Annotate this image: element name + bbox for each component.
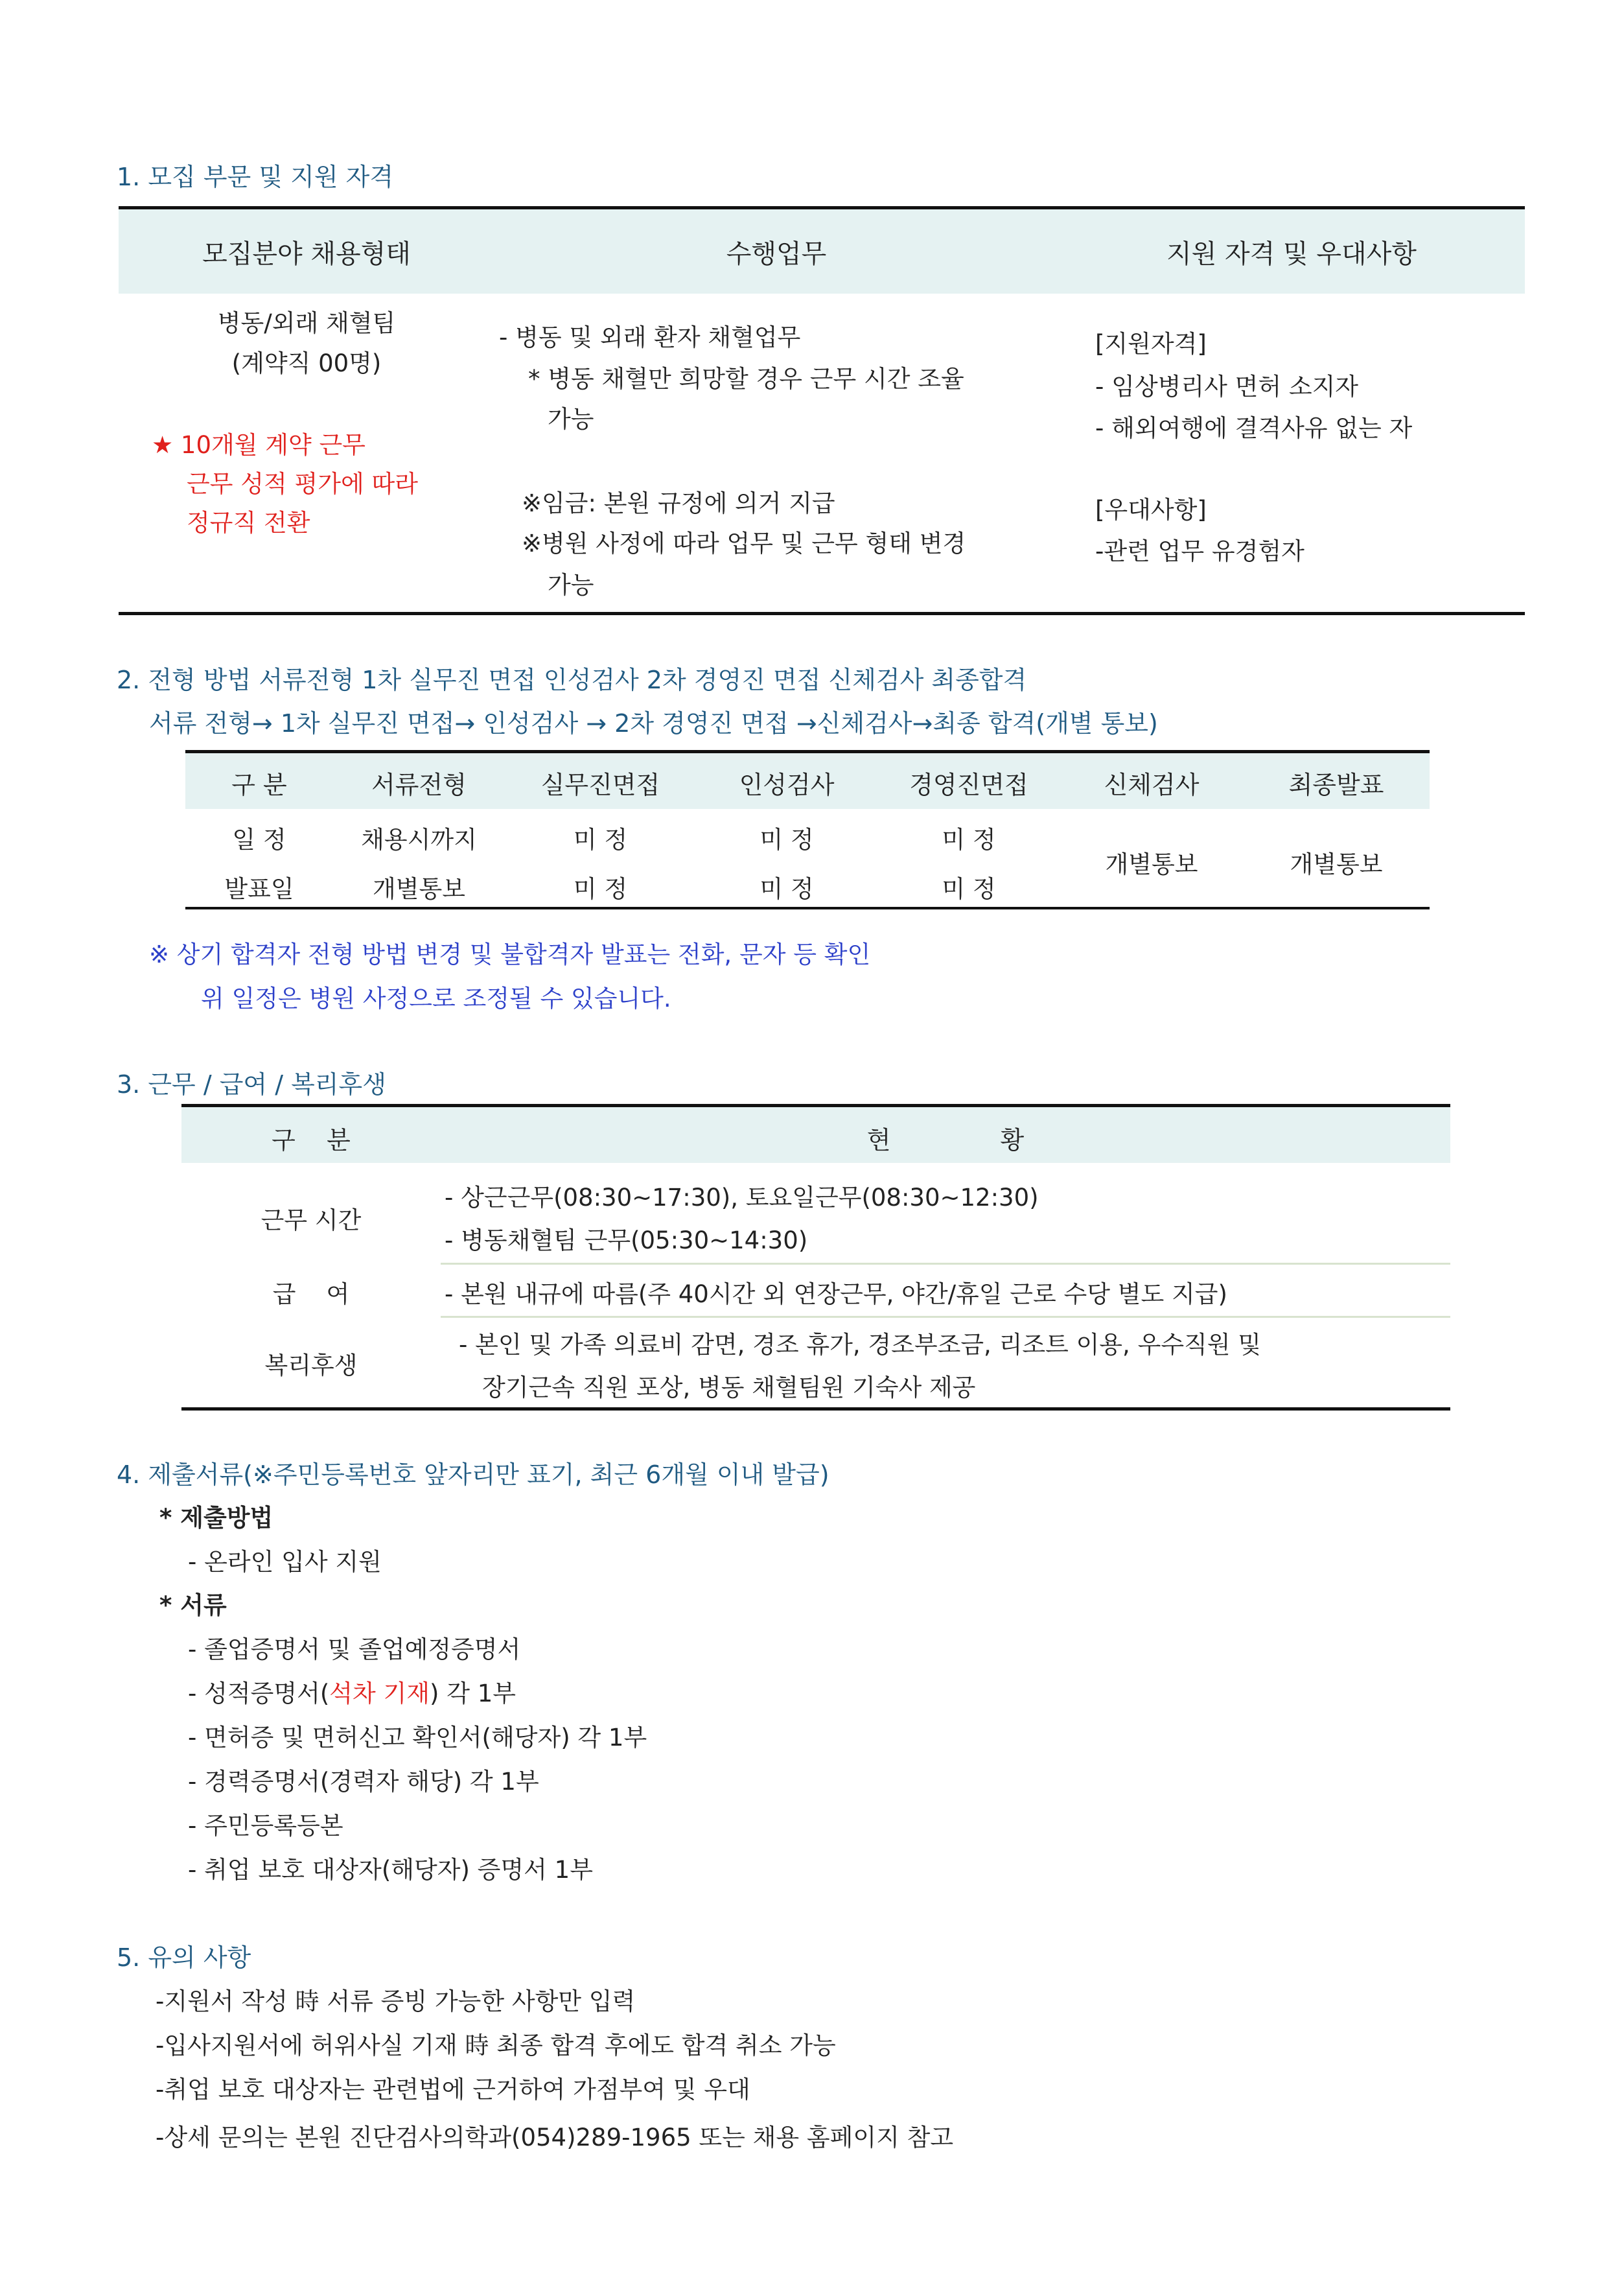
section-5-title: 5. 유의 사항: [117, 1943, 251, 1972]
announce-document: 개별통보: [373, 875, 465, 903]
selection-note-1: ※ 상기 합격자 전형 방법 변경 및 불합격자 발표는 전화, 문자 등 확인: [149, 941, 871, 968]
doc-transcript-pre: - 성적증명서(: [188, 1680, 330, 1707]
salary-label: 급 여: [272, 1280, 350, 1308]
qualification-travel: - 해외여행에 결격사유 없는 자: [1095, 414, 1413, 442]
duty-wage-note: ※임금: 본원 규정에 의거 지급: [522, 489, 835, 517]
table3-row-divider-2: [441, 1316, 1450, 1318]
table2-header-staff-interview: 실무진면접: [540, 771, 660, 799]
table2-bottom-rule: [185, 907, 1430, 909]
caution-item-4: -상세 문의는 본원 진단검사의학과(054)289-1965 또는 채용 홈페이지 참고: [156, 2124, 954, 2151]
table3-header-status: 현 황: [866, 1126, 1025, 1154]
duty-line-3: 가능: [548, 405, 594, 433]
table2-header-category: 구 분: [231, 771, 287, 799]
qualification-head: [지원자격]: [1095, 330, 1207, 358]
contract-note-1: ★ 10개월 계약 근무: [152, 431, 365, 459]
table2-header-personality: 인성검사: [739, 771, 835, 799]
welfare-line-1: - 본인 및 가족 의료비 감면, 경조 휴가, 경조부조금, 리조트 이용, 우수직원 및: [459, 1331, 1262, 1359]
doc-career: - 경력증명서(경력자 해당) 각 1부: [188, 1768, 539, 1796]
announce-staff-interview: 미 정: [573, 875, 628, 903]
doc-resident-register: - 주민등록등본: [188, 1812, 343, 1840]
recruit-team: 병동/외래 채혈팀: [217, 309, 396, 337]
physical-exam-result: 개별통보: [1105, 850, 1198, 878]
table2-header-final: 최종발표: [1288, 771, 1384, 799]
section-1-title: 1. 모집 부문 및 지원 자격: [117, 163, 394, 191]
duty-line-2: * 병동 채혈만 희망할 경우 근무 시간 조율: [528, 365, 964, 393]
caution-item-1: -지원서 작성 時 서류 증빙 가능한 사항만 입력: [156, 1987, 636, 2015]
section-4-title: 4. 제출서류(※주민등록번호 앞자리만 표기, 최근 6개월 이내 발급): [117, 1460, 829, 1489]
welfare-label: 복리후생: [264, 1352, 358, 1379]
table3-bottom-rule: [181, 1407, 1450, 1411]
contract-note-3: 정규직 전환: [187, 509, 310, 537]
table2-header-physical: 신체검사: [1104, 771, 1200, 799]
preference-head: [우대사항]: [1095, 496, 1207, 524]
doc-transcript-rank: 석차 기재: [329, 1680, 430, 1707]
duty-change-note-2: 가능: [548, 571, 594, 599]
work-hours-line-2: - 병동채혈팀 근무(05:30~14:30): [445, 1226, 808, 1254]
doc-license: - 면허증 및 면허신고 확인서(해당자) 각 1부: [188, 1724, 647, 1751]
table2-header-exec-interview: 경영진면접: [909, 771, 1028, 799]
table1-header-duty: 수행업무: [726, 239, 827, 269]
schedule-label: 일 정: [232, 826, 286, 854]
documents-heading: * 서류: [159, 1591, 227, 1619]
qualification-license: - 임상병리사 면허 소지자: [1095, 373, 1359, 401]
preference-experience: -관련 업무 유경험자: [1095, 537, 1305, 565]
duty-change-note: ※병원 사정에 따라 업무 및 근무 형태 변경: [522, 530, 966, 557]
submit-method-online: - 온라인 입사 지원: [188, 1548, 382, 1576]
submit-method-heading: * 제출방법: [159, 1504, 273, 1532]
welfare-line-2: 장기근속 직원 포상, 병동 채혈팀원 기숙사 제공: [482, 1374, 976, 1401]
contract-note-2: 근무 성적 평가에 따라: [187, 470, 418, 498]
selection-note-2: 위 일정은 병원 사정으로 조정될 수 있습니다.: [201, 985, 671, 1013]
section-3-title: 3. 근무 / 급여 / 복리후생: [117, 1070, 386, 1099]
selection-flow: 서류 전형→ 1차 실무진 면접→ 인성검사 → 2차 경영진 면접 →신체검사→최종 합격(개별 통보): [149, 709, 1158, 738]
table1-header-qualification: 지원 자격 및 우대사항: [1166, 239, 1417, 269]
schedule-document: 채용시까지: [361, 826, 477, 854]
table1-header-recruit: 모집분야 채용형태: [202, 239, 411, 269]
duty-line-1: - 병동 및 외래 환자 채혈업무: [499, 323, 801, 351]
schedule-exec-interview: 미 정: [942, 826, 996, 854]
caution-item-3: -취업 보호 대상자는 관련법에 근거하여 가점부여 및 우대: [156, 2076, 750, 2103]
doc-employment-protection: - 취업 보호 대상자(해당자) 증명서 1부: [188, 1856, 593, 1884]
announce-personality: 미 정: [760, 875, 814, 903]
caution-item-2: -입사지원서에 허위사실 기재 時 최종 합격 후에도 합격 취소 가능: [156, 2032, 836, 2059]
schedule-personality: 미 정: [760, 826, 814, 854]
announce-label: 발표일: [224, 875, 294, 903]
doc-transcript: [188, 1674, 516, 1709]
doc-graduation: - 졸업증명서 및 졸업예정증명서: [188, 1635, 521, 1663]
work-hours-line-1: - 상근근무(08:30~17:30), 토요일근무(08:30~12:30): [445, 1184, 1039, 1212]
recruit-type: (계약직 00명): [231, 349, 382, 377]
final-result: 개별통보: [1290, 850, 1383, 878]
table3-row-divider-1: [441, 1263, 1450, 1265]
work-hours-label: 근무 시간: [261, 1206, 362, 1234]
section-2-title: 2. 전형 방법 서류전형 1차 실무진 면접 인성검사 2차 경영진 면접 신체검사 최종합격: [117, 666, 1027, 694]
schedule-staff-interview: 미 정: [573, 826, 628, 854]
salary-line: - 본원 내규에 따름(주 40시간 외 연장근무, 야간/휴일 근로 수당 별도 지급): [445, 1280, 1227, 1308]
doc-transcript-post: ) 각 1부: [430, 1680, 516, 1707]
table3-header-category: 구 분: [272, 1126, 351, 1154]
announce-exec-interview: 미 정: [942, 875, 996, 903]
table1-bottom-rule: [119, 612, 1525, 615]
table2-header-document: 서류전형: [371, 771, 467, 799]
